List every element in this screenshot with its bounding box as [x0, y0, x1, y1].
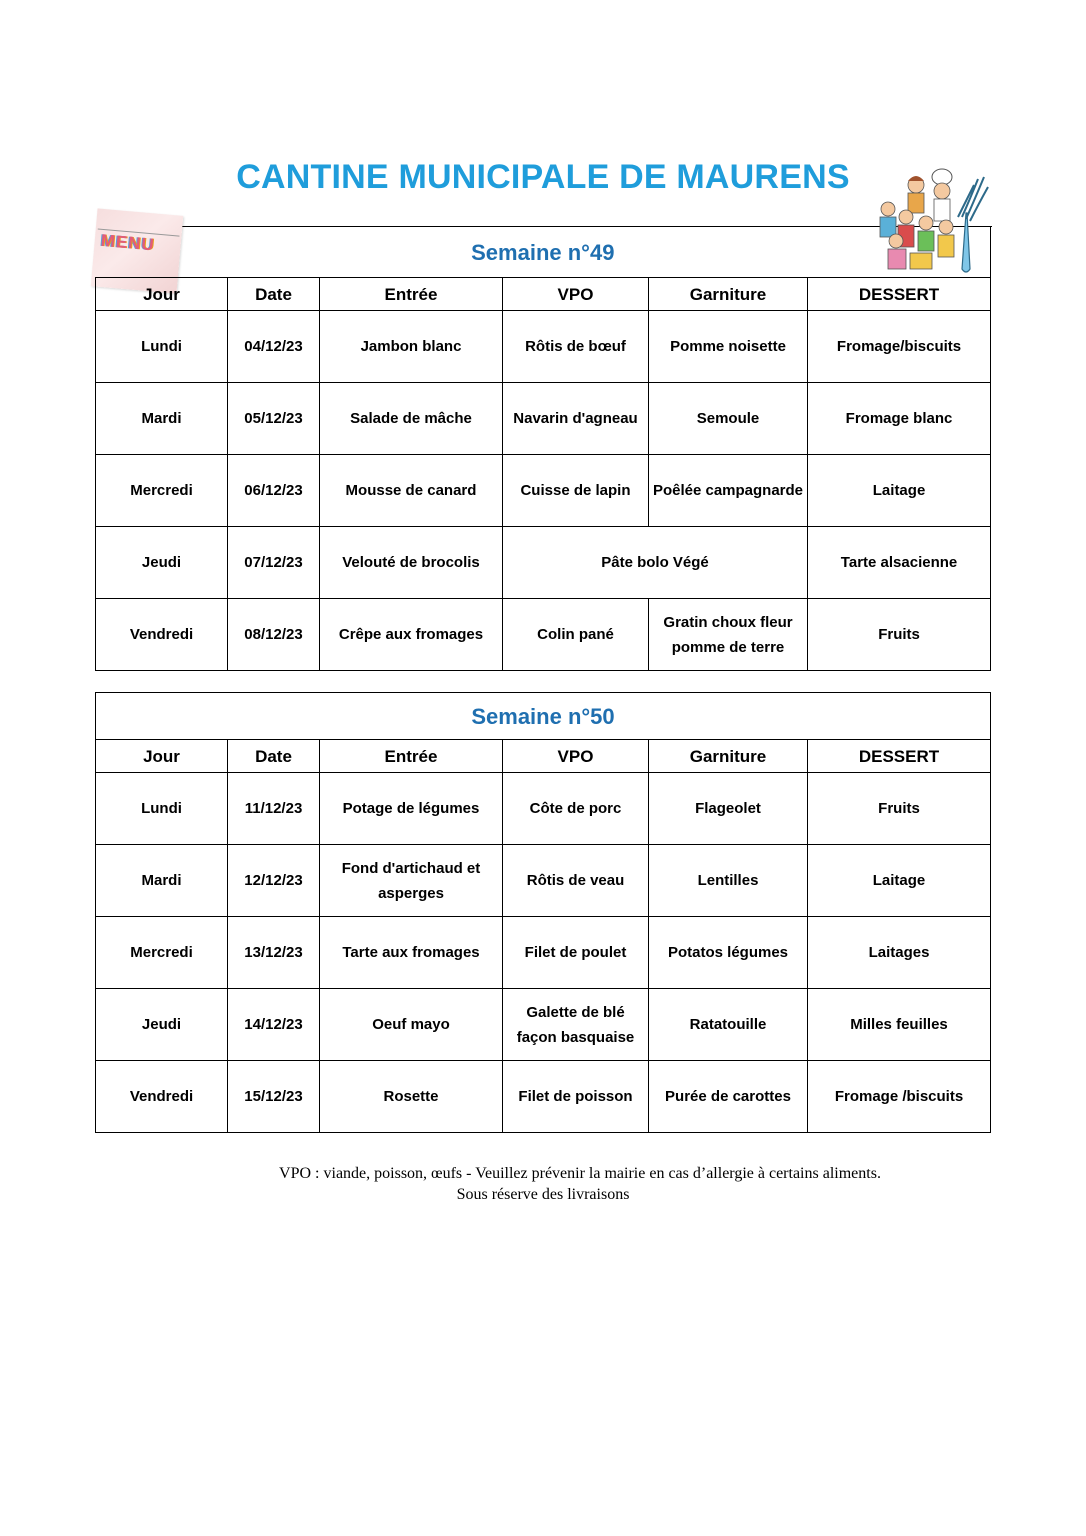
- cell-jour: Lundi: [96, 773, 228, 845]
- table-row: [96, 455, 991, 527]
- cell-jour: Jeudi: [96, 527, 228, 599]
- adult-icon: [908, 176, 924, 213]
- cell-date: 04/12/23: [228, 311, 320, 383]
- cell-jour: Mercredi: [96, 917, 228, 989]
- cell-plat-merged: Pâte bolo Végé: [503, 527, 808, 599]
- cell-vpo: Filet de poulet: [503, 917, 649, 989]
- cell-entree: Salade de mâche: [320, 383, 503, 455]
- cell-vpo: Navarin d'agneau: [503, 383, 649, 455]
- cell-vpo: Cuisse de lapin: [503, 455, 649, 527]
- table-row: [96, 917, 991, 989]
- cell-vpo: Filet de poisson: [503, 1061, 649, 1133]
- column-header-entree: Entrée: [320, 278, 503, 311]
- cell-garniture: Flageolet: [649, 773, 808, 845]
- cell-garniture: Poêlée campagnarde: [649, 455, 808, 527]
- cell-vpo: Rôtis de bœuf: [503, 311, 649, 383]
- cell-jour: Jeudi: [96, 989, 228, 1061]
- column-header-entree: Entrée: [320, 740, 503, 773]
- cell-entree: Oeuf mayo: [320, 989, 503, 1061]
- cell-date: 08/12/23: [228, 599, 320, 671]
- cell-date: 07/12/23: [228, 527, 320, 599]
- cell-garniture: Gratin choux fleur pomme de terre: [649, 599, 808, 671]
- week-49-table: [95, 227, 991, 671]
- cell-dessert: Fruits: [808, 599, 991, 671]
- page-title: CANTINE MUNICIPALE DE MAURENS: [236, 158, 850, 196]
- cell-date: 14/12/23: [228, 989, 320, 1061]
- cell-garniture: Purée de carottes: [649, 1061, 808, 1133]
- cell-date: 15/12/23: [228, 1061, 320, 1133]
- cell-garniture: Lentilles: [649, 845, 808, 917]
- cell-garniture: Semoule: [649, 383, 808, 455]
- table-row: [96, 383, 991, 455]
- week-49-title: Semaine n°49: [96, 227, 991, 278]
- cell-jour: Mercredi: [96, 455, 228, 527]
- cell-date: 11/12/23: [228, 773, 320, 845]
- table-row: [96, 311, 991, 383]
- cell-garniture: Potatos légumes: [649, 917, 808, 989]
- chef-icon: [932, 169, 952, 221]
- table-row: [96, 845, 991, 917]
- cell-entree: Jambon blanc: [320, 311, 503, 383]
- table-row: [96, 989, 991, 1061]
- cell-entree: Fond d'artichaud et asperges: [320, 845, 503, 917]
- cell-date: 12/12/23: [228, 845, 320, 917]
- cell-entree: Mousse de canard: [320, 455, 503, 527]
- cell-dessert: Tarte alsacienne: [808, 527, 991, 599]
- table-row: [96, 1061, 991, 1133]
- cell-vpo: Rôtis de veau: [503, 845, 649, 917]
- column-header-date: Date: [228, 740, 320, 773]
- table-row: [96, 599, 991, 671]
- column-header-garniture: Garniture: [649, 278, 808, 311]
- column-header-dessert: DESSERT: [808, 740, 991, 773]
- column-header-jour: Jour: [96, 740, 228, 773]
- menu-sign-text: MENU: [99, 230, 156, 255]
- cell-jour: Mardi: [96, 383, 228, 455]
- cell-entree: Potage de légumes: [320, 773, 503, 845]
- cell-dessert: Laitage: [808, 845, 991, 917]
- footer-vpo-note: VPO : viande, poisson, œufs - Veuillez prévenir la mairie en cas d’allergie à certains aliments.: [279, 1165, 881, 1182]
- cell-entree: Tarte aux fromages: [320, 917, 503, 989]
- cell-entree: Crêpe aux fromages: [320, 599, 503, 671]
- table-row: [96, 773, 991, 845]
- cell-vpo: Côte de porc: [503, 773, 649, 845]
- cell-date: 13/12/23: [228, 917, 320, 989]
- cell-garniture: Pomme noisette: [649, 311, 808, 383]
- week-50-table: [95, 692, 991, 1133]
- column-header-jour: Jour: [96, 278, 228, 311]
- cell-dessert: Laitage: [808, 455, 991, 527]
- table-row: [96, 527, 991, 599]
- column-header-vpo: VPO: [503, 740, 649, 773]
- footer-delivery-note: Sous réserve des livraisons: [456, 1186, 630, 1203]
- cell-entree: Rosette: [320, 1061, 503, 1133]
- cell-dessert: Laitages: [808, 917, 991, 989]
- cell-date: 05/12/23: [228, 383, 320, 455]
- cell-garniture: Ratatouille: [649, 989, 808, 1061]
- cell-dessert: Fromage /biscuits: [808, 1061, 991, 1133]
- week-50-title: Semaine n°50: [96, 693, 991, 740]
- cell-jour: Mardi: [96, 845, 228, 917]
- cell-vpo: Colin pané: [503, 599, 649, 671]
- cell-dessert: Fruits: [808, 773, 991, 845]
- cell-entree: Velouté de brocolis: [320, 527, 503, 599]
- column-header-garniture: Garniture: [649, 740, 808, 773]
- cell-date: 06/12/23: [228, 455, 320, 527]
- column-header-date: Date: [228, 278, 320, 311]
- cell-jour: Lundi: [96, 311, 228, 383]
- cell-vpo: Galette de blé façon basquaise: [503, 989, 649, 1061]
- column-header-vpo: VPO: [503, 278, 649, 311]
- cell-dessert: Milles feuilles: [808, 989, 991, 1061]
- cell-jour: Vendredi: [96, 599, 228, 671]
- footer-note: [0, 1163, 1086, 1205]
- cell-dessert: Fromage blanc: [808, 383, 991, 455]
- cell-jour: Vendredi: [96, 1061, 228, 1133]
- cell-dessert: Fromage/biscuits: [808, 311, 991, 383]
- column-header-dessert: DESSERT: [808, 278, 991, 311]
